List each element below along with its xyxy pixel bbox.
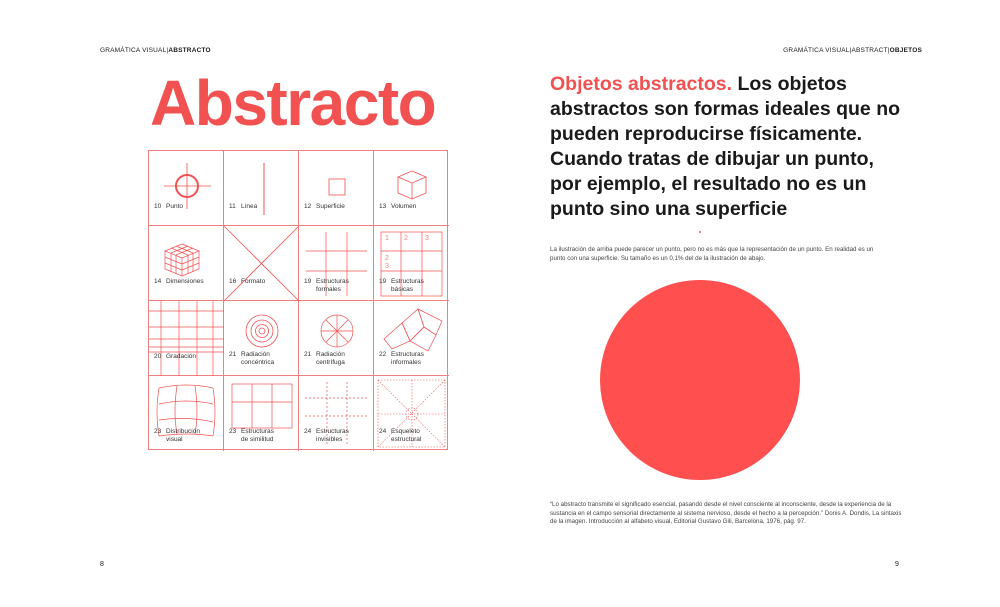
cell-number: 22 [379,351,387,358]
grid-digit: 2 [404,235,408,242]
grid-digit: 1 [385,235,389,242]
cell-label: Volumen [391,203,417,210]
cell-label: Radiación concéntrica [241,351,275,366]
punto-icon [149,151,224,226]
gradacion-icon [149,301,224,376]
cell-label: Estructuras formales [316,278,349,293]
cell-label: Superficie [316,203,345,210]
quote-text: “Lo abstracto transmite el significado esencial, pasando desde el nivel consciente al inconsciente, desde la experiencia de la sustancia en el campo sensorial directamente al sistema nervioso, desde el hecho a la percepción.” Donis A. Dondis, La sintaxis de la imagen. Introducción al alfabeto visual, Editorial Gustavo Gili, Barcelona, 1976, pág. 97. [550,501,902,525]
concept-grid [148,150,448,450]
page-number-right: 9 [895,561,899,568]
grid-cell [374,301,449,376]
small-dot [699,231,701,233]
headline [550,72,910,222]
grid-cell [299,151,374,226]
headline-text: Los objetos abstractos son formas ideales que no pueden reproducirse físicamente. Cuando tratas de dibujar un punto, por ejemplo, el resultado no es un punto sino una superficie [550,73,901,220]
grid-cell [149,151,224,226]
cell-label: Punto [166,203,183,210]
cell-number: 20 [154,353,162,360]
grid-cell [299,376,374,451]
page-title: Abstracto [150,67,436,139]
running-header-left: GRAMÁTICA VISUAL|ABSTRACTO [100,47,211,54]
grid-cell [299,301,374,376]
superficie-icon [299,151,374,226]
cell-label: Estructuras informales [391,351,424,366]
cell-label: Distribución visual [166,428,200,443]
cell-number: 21 [229,351,237,358]
cell-number: 23 [154,428,162,435]
cell-label: Gradación [166,353,196,360]
grid-cell [224,376,299,451]
linea-icon [224,151,299,226]
cell-number: 23 [229,428,237,435]
grid-cell [149,226,224,301]
cell-label: Esqueleto estructural [391,428,422,443]
cell-label: Dimensiones [166,278,204,285]
grid-digit: 3 [385,263,389,270]
grid-cell [299,226,374,301]
cell-number: 21 [304,351,312,358]
grid-cell [224,226,299,301]
cell-label: Estructuras básicas [391,278,424,293]
grid-digit: 3 [425,235,429,242]
cell-number: 19 [304,278,312,285]
grid-cell [224,301,299,376]
cell-number: 12 [304,203,312,210]
cell-label: Formato [241,278,266,285]
cell-label: Estructuras de similitud [241,428,274,443]
grid-cell [149,376,224,451]
running-header-right: GRAMÁTICA VISUAL|ABSTRACT|OBJETOS [783,47,922,54]
formato-icon [224,226,299,301]
cell-number: 14 [154,278,162,285]
cell-number: 19 [379,278,387,285]
grid-cell [374,376,449,451]
caption-text: La ilustración de arriba puede parecer un punto, pero no es más que la representación de un punto. En realidad es un punto con una superficie. Su tamaño es un 0,1% del de la ilustración de abajo. [550,246,874,262]
cell-number: 16 [229,278,237,285]
grid-cell [224,151,299,226]
cell-label: Línea [241,203,258,210]
cell-label: Estructuras invisibles [316,428,349,443]
cell-number: 10 [154,203,162,210]
cell-number: 13 [379,203,387,210]
cell-number: 24 [304,428,312,435]
headline-accent: Objetos abstractos. [550,73,733,95]
cell-label: Radiación centrífuga [316,351,345,366]
grid-cell [374,226,449,301]
dimensiones-icon [149,226,224,301]
grid-digit: 2 [385,255,389,262]
page-number-left: 8 [100,561,104,568]
volumen-icon [374,151,449,226]
cell-number: 11 [229,203,236,210]
large-circle [600,280,800,480]
cell-number: 24 [379,428,387,435]
grid-cell [374,151,449,226]
grid-cell [149,301,224,376]
